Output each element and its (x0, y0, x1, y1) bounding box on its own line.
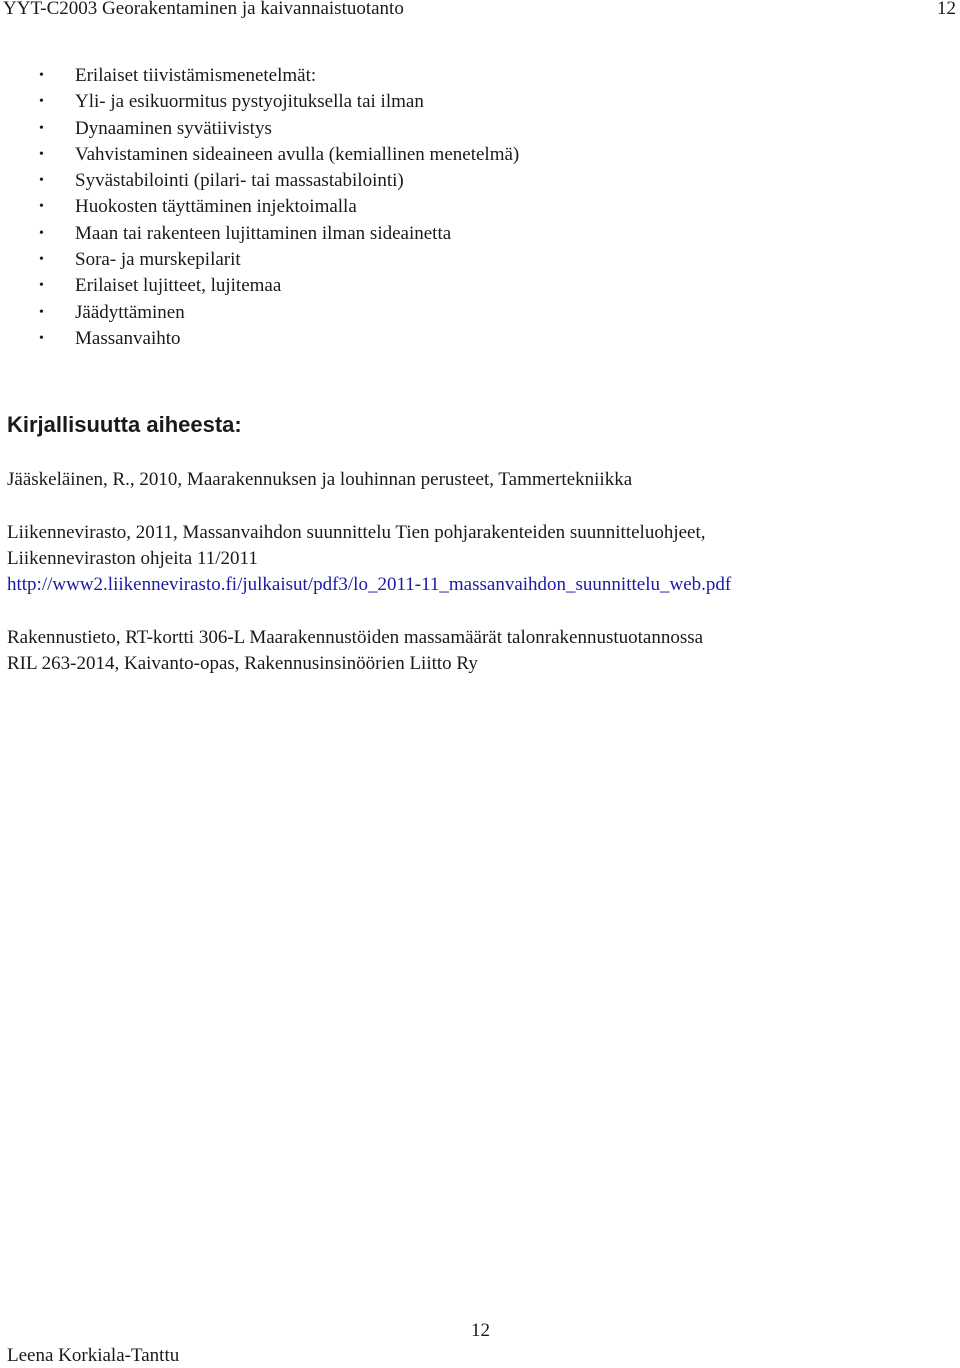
bullet-icon: • (39, 94, 44, 110)
list-item-text: Huokosten täyttäminen injektoimalla (75, 196, 357, 218)
bullet-icon: • (39, 304, 44, 320)
list-item-text: Syvästabilointi (pilari- tai massastabilointi) (75, 170, 404, 192)
header-title: YYT-C2003 Georakentaminen ja kaivannaistuotanto (3, 0, 404, 19)
bullet-icon: • (39, 68, 44, 83)
list-item-text: Erilaiset lujitteet, lujitemaa (75, 275, 282, 297)
list-item-text: Vahvistaminen sideaineen avulla (kemiallinen menetelmä) (75, 143, 520, 165)
bullet-icon: • (39, 146, 44, 162)
list-item-text: Sora- ja murskepilarit (75, 249, 241, 271)
reference-jaaskelainen: Jääskeläinen, R., 2010, Maarakennuksen ja louhinnan perusteet, Tammertekniikka (7, 469, 633, 490)
list-item-text: Yli- ja esikuormitus pystyojituksella tai ilman (75, 91, 424, 113)
list-item-text: Jäädyttäminen (75, 301, 185, 323)
reference-liikennevirasto-line1: Liikennevirasto, 2011, Massanvaihdon suunnittelu Tien pohjarakenteiden suunnitteluohjeet, (7, 522, 706, 543)
bullet-icon: • (39, 120, 44, 136)
bullet-icon: • (39, 225, 44, 241)
literature-heading: Kirjallisuutta aiheesta: (7, 412, 242, 437)
list-item-text: Erilaiset tiivistämismenetelmät: (75, 65, 317, 86)
reference-link-row (7, 572, 731, 599)
reference-rakennustieto: Rakennustieto, RT-kortti 306-L Maarakennustöiden massamäärät talonrakennustuotannossa (7, 627, 704, 648)
bullet-icon: • (39, 278, 44, 294)
page-header (0, 0, 960, 22)
bullet-icon: • (39, 330, 44, 346)
massanvaihto-pdf-link[interactable]: http://www2.liikennevirasto.fi/julkaisut/pdf3/lo_2011-11_massanvaihdon_suunnittelu_web.pdf (7, 574, 732, 595)
bullet-icon: • (39, 252, 44, 268)
bullet-icon: • (39, 173, 44, 189)
list-item-text: Dynaaminen syvätiivistys (75, 117, 272, 139)
footer-author: Leena Korkiala-Tanttu (7, 1345, 180, 1366)
list-item-text: Maan tai rakenteen lujittaminen ilman sideainetta (75, 222, 452, 244)
bullet-icon: • (39, 199, 44, 215)
list-item-text: Massanvaihto (75, 327, 181, 349)
reference-ril: RIL 263-2014, Kaivanto-opas, Rakennusinsinöörien Liitto Ry (7, 653, 478, 674)
reference-liikennevirasto-line2: Liikenneviraston ohjeita 11/2011 (7, 548, 258, 569)
header-page-number: 12 (937, 0, 956, 19)
footer-page-number: 12 (471, 1320, 490, 1341)
